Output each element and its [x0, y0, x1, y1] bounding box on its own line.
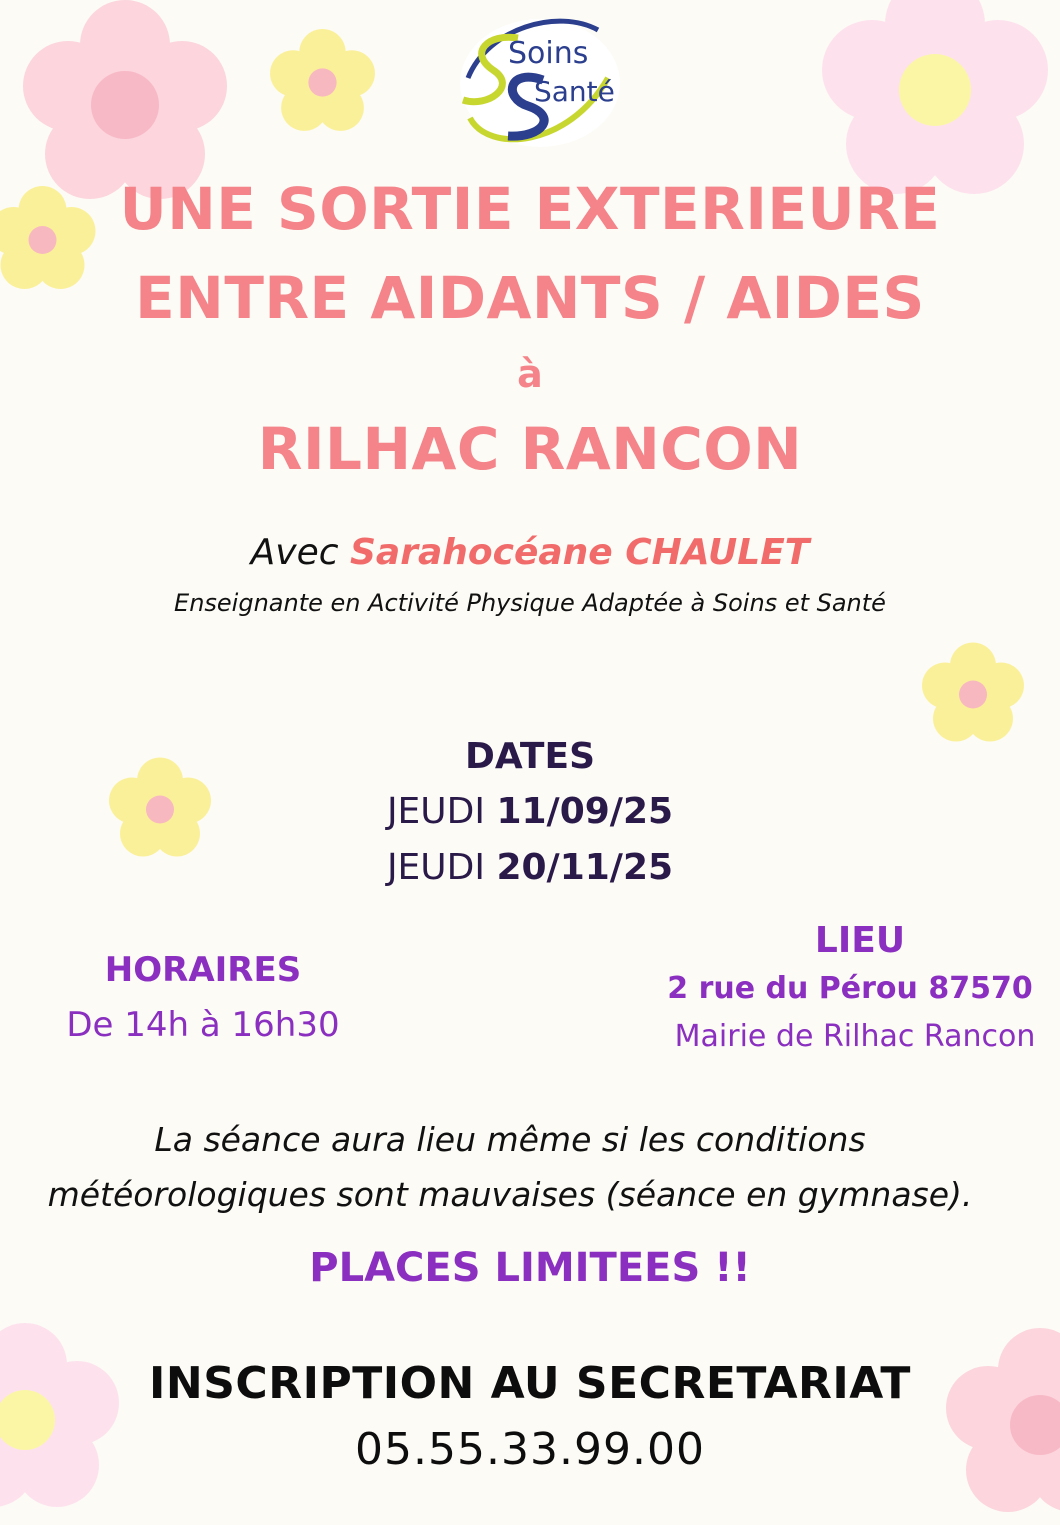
- date-item: [0, 791, 1060, 832]
- dates-heading: DATES: [464, 736, 596, 777]
- date-day: JEUDI: [386, 847, 485, 888]
- yellow-flower-icon: [918, 637, 1028, 752]
- note-line1: La séance aura lieu même si les conditions: [154, 1120, 866, 1159]
- places-limitees: PLACES LIMITEES !!: [309, 1245, 751, 1291]
- phone-number: 05.55.33.99.00: [355, 1424, 705, 1475]
- speaker-line: [0, 532, 1060, 573]
- logo-line2: Santé: [534, 75, 615, 108]
- lieu-place: Mairie de Rilhac Rancon: [674, 1019, 1036, 1054]
- soins-sante-logo: [448, 8, 628, 158]
- speaker-role: Enseignante en Activité Physique Adaptée à Soins et Santé: [174, 589, 886, 617]
- yellow-flower-icon: [265, 25, 380, 140]
- horaires-heading: HORAIRES: [104, 950, 302, 990]
- pink-flower-icon: [0, 1320, 125, 1520]
- lieu-address: 2 rue du Pérou 87570: [667, 971, 1033, 1006]
- title-line3: à: [517, 352, 543, 396]
- date-value: 20/11/25: [496, 847, 674, 888]
- date-item: [0, 847, 1060, 888]
- speaker-prefix: Avec: [250, 532, 339, 573]
- horaires-value: De 14h à 16h30: [66, 1005, 340, 1045]
- speaker-name: Sarahocéane CHAULET: [349, 532, 810, 573]
- title-line4: RILHAC RANCON: [257, 415, 803, 483]
- lieu-heading: LIEU: [814, 920, 906, 961]
- inscription-label: INSCRIPTION AU SECRETARIAT: [149, 1358, 911, 1409]
- logo-line1: Soins: [508, 36, 589, 71]
- date-day: JEUDI: [386, 791, 485, 832]
- title-line2: ENTRE AIDANTS / AIDES: [135, 264, 925, 332]
- title-line1: UNE SORTIE EXTERIEURE: [119, 175, 941, 243]
- note-line2: météorologiques sont mauvaises (séance en gymnase).: [47, 1175, 973, 1214]
- date-value: 11/09/25: [496, 791, 674, 832]
